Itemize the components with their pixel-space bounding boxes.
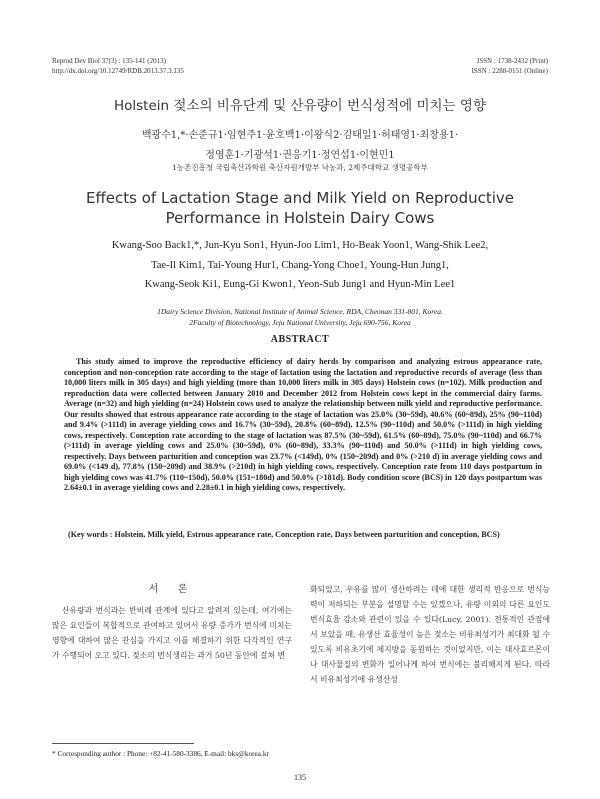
english-title <box>60 188 540 228</box>
korean-authors-line-2: 정영훈1·기광석1·권응기1·정연섭1·이현민1 <box>205 150 395 161</box>
english-authors-line-1: Kwang-Soo Back1,*, Jun-Kyu Son1, Hyun-Joo Lim1, Ho-Beak Yoon1, Wang-Shik Lee2, <box>111 240 489 251</box>
journal-header-left <box>52 56 184 76</box>
english-authors <box>74 236 526 295</box>
korean-title: Holstein 젖소의 비유단계 및 산유량이 번식성적에 미치는 영향 <box>113 98 487 114</box>
intro-right-column <box>310 582 550 687</box>
intro-left-column <box>52 582 292 663</box>
footnote-divider <box>52 743 194 744</box>
intro-right-text: 화되었고, 우유를 많이 생산하려는 데에 대한 생리적 반응으로 번식능력이 저하되는 부분을 설명할 수는 있겠으나, 유량 이외의 다른 요인도 번식효율 감소와 관련이 있을 수 있다(Lucy, 2001). 전통적인 관점에서 보았을 때, 유생산 효율성이 높은 젖소는 비유최성기가 최대화 될 수 있도록 비유초기에 체지방을 동원하는 것이었지만, 이는 대사효르몬이나 대사물질의 변화가 일어나게 하여 번식에는 불리해지게 된다. 따라서 비유최성기에 유생산성 <box>310 585 550 684</box>
keywords: (Key words : Holstein, Milk yield, Estrous appearance rate, Conception rate, Days between parturition and conception, BCS) <box>68 530 500 539</box>
journal-citation: Reprod Dev Biol 37(3) : 135-141 (2013) <box>52 57 166 65</box>
korean-affiliation: 1농촌진흥청 국립축산과학원 축산자원개발부 낙농과, 2제주대학교 생명공학부 <box>172 163 428 172</box>
abstract-text: This study aimed to improve the reproductive efficiency of dairy herds by comparison and analyzing estrous appearance rate, conception and non-conception rate according to the stage of lactation using the lactation and reproductive records of average (less than 10,000 liters milk in 305 days) and high yielding (more than 10,000 liters milk in 305 days) Holstein cows (n=102). Milk production and reproduction data were collected between January 2010 and December 2012 from Holstein cows kept in the commercial dairy farms. Average (n=32) and high yielding (n=24) Holstein cows used to analyze the relationship between milk yield and reproductive performance. Our results showed that estrous appearance rate according to the stage of lactation was 25.0% (30~59d), 40.6% (60~89d), 25% (90~110d) and 9.4% (>111d) in average yielding cows and 16.7% (30~59d), 20.8% (60~89d), 12.5% (90~110d) and 50.0% (>111d) in high yielding cows, respectively. Conception rate according to the stage of lactation was 87.5% (30~59d), 61.5% (60~89d), 75.0% (90~110d) and 66.7% (>111d) in average yielding cows and 25.0% (30~59d), 0% (60~89d), 33.3% (90~110d) and 50.0% (>111d) in high yielding cows, respectively. Days between parturition and conception was 23.7% (<149d), 0% (150~209d) and 0% (>210 d) in average yielding cows and 69.0% (<149 d), 77.8% (150~209d) and 38.9% (>210d) in high yielding cows, respectively. Conception rate from 110 days postpartum in high yielding cows was 41.7% (110~150d), 50.0% (151~180d) and 50.0% (>181d). Body condition score (BCS) in 120 days postpartum was 2.64±0.1 in average yielding cows and 2.28±0.1 in high yielding cows, respectively. <box>64 357 542 492</box>
issn-online: ISSN : 2288-0151 (Online) <box>471 67 548 75</box>
doi-link[interactable]: http://dx.doi.org/10.12749/RDB.2013.37.3.135 <box>52 67 184 75</box>
korean-authors-line-1: 백광수1,*·손준규1·임현주1·윤호백1·이왕식2·김태일1·허태영1·최창용1· <box>141 130 459 141</box>
affiliation-2: 2Faculty of Biotechnology, Jeju National University, Jeju 690-756, Korea <box>189 318 411 327</box>
english-title-line-1: Effects of Lactation Stage and Milk Yield on Reproductive <box>85 189 515 207</box>
journal-header-right <box>472 56 548 76</box>
english-affiliations <box>0 306 600 328</box>
intro-heading: 서 론 <box>148 584 196 595</box>
korean-authors <box>70 126 530 166</box>
english-title-line-2: Performance in Holstein Dairy Cows <box>165 209 435 227</box>
page-number: 135 <box>294 773 306 782</box>
english-authors-line-3: Kwang-Seok Ki1, Eung-Gi Kwon1, Yeon-Sub Jung1 and Hyun-Min Lee1 <box>144 279 456 290</box>
abstract-heading: ABSTRACT <box>270 334 330 345</box>
corresponding-author-footnote: * Corresponding author : Phone: +82-41-580-3386, E-mail: bks@korea.kr <box>52 749 269 758</box>
intro-left-text: 산유량과 번식과는 반비례 관계에 있다고 알려져 있는데, 여기에는 많은 요인들이 복합적으로 관여하고 있어서 유량 증가가 번식에 미치는 영향에 대하여 많은 관심을 가지고 이를 해결하기 위한 다각적인 연구가 수행되어 오고 있다. 젖소의 번식생리는 과거 50년 동안에 걸쳐 변 <box>52 606 292 660</box>
affiliation-1: 1Dairy Science Division, National Institute of Animal Science, RDA, Cheonan 331-801, Korea. <box>157 307 443 316</box>
english-authors-line-2: Tae-Il Kim1, Tai-Young Hur1, Chang-Yong Choe1, Young-Hun Jung1, <box>151 259 449 271</box>
issn-print: ISSN : 1738-2432 (Print) <box>477 57 548 65</box>
